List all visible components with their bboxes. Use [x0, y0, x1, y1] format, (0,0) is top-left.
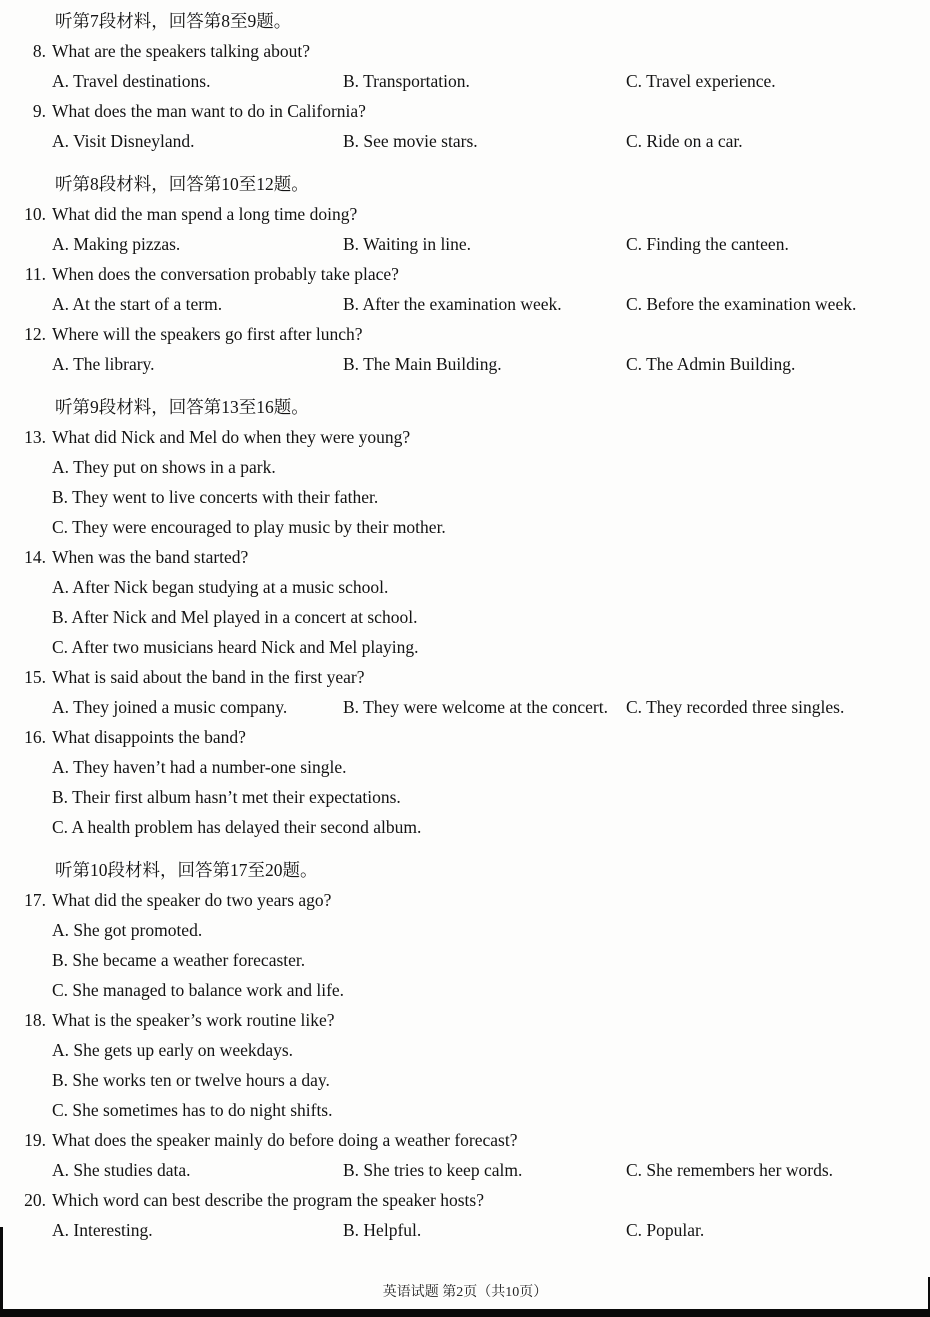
option: C. Before the examination week.: [626, 294, 857, 314]
option-row: [20, 66, 904, 96]
option-row: [20, 126, 904, 156]
option: B. Transportation.: [343, 71, 470, 91]
question-stem: [20, 422, 904, 452]
scan-edge-left: [0, 1227, 3, 1317]
question-stem: [20, 36, 904, 66]
question-stem: [20, 722, 904, 752]
question-stem: [20, 1005, 904, 1035]
option-row: [20, 229, 904, 259]
option: B. She became a weather forecaster.: [52, 950, 306, 970]
option: B. She tries to keep calm.: [343, 1160, 523, 1180]
section: [20, 855, 904, 1245]
option: B. They went to live concerts with their father.: [52, 487, 379, 507]
question-text: When does the conversation probably take place?: [52, 264, 399, 284]
option: A. Interesting.: [52, 1220, 153, 1240]
question-number: 11.: [24, 264, 46, 284]
option: A. She got promoted.: [52, 920, 203, 940]
question: [20, 722, 904, 842]
section-header: 听第9段材料，回答第13至16题。: [55, 397, 309, 417]
question: [20, 662, 904, 722]
question-stem: [20, 96, 904, 126]
question-stem: [20, 199, 904, 229]
question-number: 17.: [24, 890, 46, 910]
option-row: [20, 289, 904, 319]
question-number: 13.: [24, 427, 46, 447]
option: B. She works ten or twelve hours a day.: [52, 1070, 330, 1090]
option-row: [20, 1215, 904, 1245]
question-text: What does the man want to do in California?: [52, 101, 366, 121]
section-header: 听第10段材料，回答第17至20题。: [55, 860, 318, 880]
option: C. They were encouraged to play music by their mother.: [52, 517, 446, 537]
question-stem: [20, 319, 904, 349]
option: B. Waiting in line.: [343, 234, 472, 254]
question-number: 20.: [24, 1190, 46, 1210]
option: C. Ride on a car.: [626, 131, 743, 151]
question-number: 10.: [24, 204, 46, 224]
section-header: 听第8段材料，回答第10至12题。: [55, 174, 309, 194]
question-text: What did the speaker do two years ago?: [52, 890, 332, 910]
option-row: [20, 1155, 904, 1185]
question: [20, 422, 904, 542]
option: C. A health problem has delayed their second album.: [52, 817, 422, 837]
question-stem: [20, 1185, 904, 1215]
section: [20, 392, 904, 842]
option: C. She managed to balance work and life.: [52, 980, 345, 1000]
question-stem: [20, 1125, 904, 1155]
option: C. She sometimes has to do night shifts.: [52, 1100, 333, 1120]
option: B. After Nick and Mel played in a concert at school.: [52, 607, 418, 627]
option: A. She studies data.: [52, 1160, 191, 1180]
option: B. See movie stars.: [343, 131, 478, 151]
question: [20, 259, 904, 319]
scan-edge-bottom: [0, 1309, 930, 1317]
question-text: What disappoints the band?: [52, 727, 246, 747]
question-text: What does the speaker mainly do before doing a weather forecast?: [52, 1130, 518, 1150]
option: A. The library.: [52, 354, 155, 374]
question-number: 8.: [32, 41, 46, 61]
option-row: [20, 349, 904, 379]
question-stem: [20, 662, 904, 692]
option: C. Travel experience.: [626, 71, 776, 91]
question: [20, 1125, 904, 1185]
option: C. The Admin Building.: [626, 354, 796, 374]
question: [20, 199, 904, 259]
question: [20, 36, 904, 96]
question-text: When was the band started?: [52, 547, 249, 567]
option: B. After the examination week.: [343, 294, 562, 314]
page-footer: 英语试题 第2页（共10页）: [382, 1285, 548, 1300]
section: [20, 6, 904, 156]
option: A. They haven’t had a number-one single.: [52, 757, 347, 777]
question-number: 15.: [24, 667, 46, 687]
section: [20, 169, 904, 379]
question-number: 19.: [24, 1130, 46, 1150]
question-stem: [20, 885, 904, 915]
option: C. She remembers her words.: [626, 1160, 834, 1180]
question-text: Which word can best describe the program the speaker hosts?: [52, 1190, 484, 1210]
question: [20, 96, 904, 156]
option: C. Finding the canteen.: [626, 234, 789, 254]
question-text: What are the speakers talking about?: [52, 41, 311, 61]
option: A. Making pizzas.: [52, 234, 181, 254]
option: C. After two musicians heard Nick and Mel playing.: [52, 637, 419, 657]
option: A. After Nick began studying at a music school.: [52, 577, 389, 597]
question-number: 12.: [24, 324, 46, 344]
option: A. They put on shows in a park.: [52, 457, 276, 477]
question: [20, 885, 904, 1005]
option: B. They were welcome at the concert.: [343, 697, 608, 717]
option: B. Helpful.: [343, 1220, 422, 1240]
option: A. Travel destinations.: [52, 71, 211, 91]
option: C. Popular.: [626, 1220, 705, 1240]
option: B. Their first album hasn’t met their expectations.: [52, 787, 401, 807]
question-stem: [20, 542, 904, 572]
option-row: [20, 692, 904, 722]
question-number: 9.: [32, 101, 46, 121]
question-text: What did Nick and Mel do when they were young?: [52, 427, 411, 447]
option: A. She gets up early on weekdays.: [52, 1040, 294, 1060]
question: [20, 319, 904, 379]
question-text: Where will the speakers go first after lunch?: [52, 324, 363, 344]
question: [20, 1005, 904, 1125]
question-stem: [20, 259, 904, 289]
question-number: 14.: [24, 547, 46, 567]
section-header: 听第7段材料，回答第8至9题。: [55, 11, 292, 31]
question: [20, 542, 904, 662]
option: B. The Main Building.: [343, 354, 502, 374]
option: A. They joined a music company.: [52, 697, 288, 717]
question-text: What did the man spend a long time doing?: [52, 204, 358, 224]
question-number: 16.: [24, 727, 46, 747]
option: C. They recorded three singles.: [626, 697, 845, 717]
option: A. At the start of a term.: [52, 294, 223, 314]
question-text: What is said about the band in the first year?: [52, 667, 365, 687]
option: A. Visit Disneyland.: [52, 131, 195, 151]
question-text: What is the speaker’s work routine like?: [52, 1010, 335, 1030]
question: [20, 1185, 904, 1245]
question-number: 18.: [24, 1010, 46, 1030]
